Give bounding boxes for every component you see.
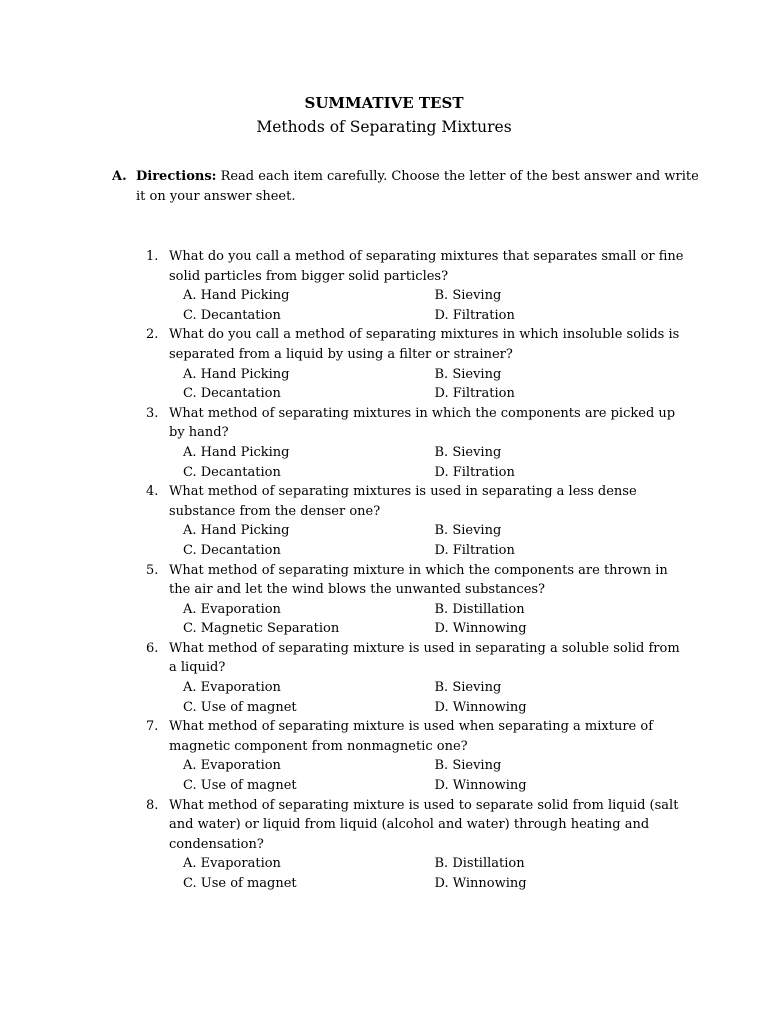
answer-choice: C. Decantation <box>183 464 281 480</box>
question-item <box>146 325 686 403</box>
answer-choice: B. Sieving <box>434 758 502 774</box>
answer-choices <box>183 365 686 404</box>
question-text: What method of separating mixture is used to separate solid from liquid (salt and water) or liquid from liquid (alcohol and water) through heating and condensation? <box>169 797 679 852</box>
answer-choice: C. Use of magnet <box>183 778 297 794</box>
answer-choice: D. Filtration <box>434 464 515 480</box>
answer-choice: B. Sieving <box>434 523 502 539</box>
answer-choice: A. Hand Picking <box>183 366 290 382</box>
choice-row <box>183 365 686 385</box>
answer-choice: D. Filtration <box>434 386 515 402</box>
answer-choice: A. Hand Picking <box>183 288 290 304</box>
choice-row <box>183 306 686 326</box>
answer-choice: A. Hand Picking <box>183 444 290 460</box>
question-text: What method of separating mixture in which the components are thrown in the air and let the wind blows the unwanted substances? <box>169 562 668 598</box>
choice-row <box>183 600 686 620</box>
answer-choice: B. Distillation <box>434 856 525 872</box>
question-item <box>146 247 686 325</box>
answer-choices <box>183 600 686 639</box>
page-subtitle: Methods of Separating Mixtures <box>256 118 512 136</box>
question-item <box>146 404 686 482</box>
choice-row <box>183 384 686 404</box>
question-number: 8. <box>146 797 159 813</box>
answer-choice: D. Winnowing <box>434 876 527 891</box>
choice-row <box>183 756 686 776</box>
question-text: What method of separating mixtures is used in separating a less dense substance from the denser one? <box>169 484 637 519</box>
choice-row <box>183 286 686 306</box>
answer-choice: C. Use of magnet <box>183 876 297 891</box>
choice-row <box>183 541 686 561</box>
question-item <box>146 717 686 795</box>
question-number: 5. <box>146 562 159 578</box>
answer-choices <box>183 286 686 325</box>
answer-choice: A. Evaporation <box>183 856 281 872</box>
section-letter: A. <box>112 169 127 184</box>
answer-choice: B. Sieving <box>434 680 502 696</box>
answer-choice: A. Evaporation <box>183 601 281 617</box>
answer-choice: A. Evaporation <box>183 680 281 696</box>
answer-choice: C. Decantation <box>183 386 281 402</box>
page-title: SUMMATIVE TEST <box>304 94 464 112</box>
answer-choice: A. Evaporation <box>183 758 281 774</box>
question-text: What method of separating mixture is used in separating a soluble solid from a liquid? <box>169 640 680 676</box>
answer-choice: D. Filtration <box>434 307 515 323</box>
question-number: 6. <box>146 640 159 656</box>
question-item <box>146 639 686 717</box>
directions-text: Read each item carefully. Choose the letter of the best answer and write it on your answer sheet. <box>136 169 699 204</box>
answer-choices <box>183 854 686 893</box>
question-text: What method of separating mixture is used when separating a mixture of magnetic component from nonmagnetic one? <box>169 719 654 754</box>
question-number: 3. <box>146 405 159 421</box>
question-item <box>146 561 686 639</box>
directions-body <box>136 167 712 207</box>
choice-row <box>183 698 686 718</box>
question-text: What method of separating mixtures in which the components are picked up by hand? <box>169 405 676 441</box>
question-number: 1. <box>146 249 159 264</box>
answer-choice: B. Sieving <box>434 288 502 304</box>
answer-choice: C. Magnetic Separation <box>183 621 340 637</box>
answer-choices <box>183 521 686 560</box>
answer-choice: B. Sieving <box>434 366 502 382</box>
answer-choices <box>183 443 686 482</box>
answer-choice: D. Winnowing <box>434 778 527 794</box>
choice-row <box>183 874 686 894</box>
answer-choice: B. Distillation <box>434 601 525 617</box>
answer-choice: A. Hand Picking <box>183 523 290 539</box>
choice-row <box>183 443 686 463</box>
choice-row <box>183 776 686 796</box>
answer-choices <box>183 756 686 795</box>
question-text: What do you call a method of separating mixtures that separates small or fine solid particles from bigger solid particles? <box>169 249 684 284</box>
answer-choice: D. Winnowing <box>434 699 527 715</box>
question-item <box>146 482 686 560</box>
choice-row <box>183 678 686 698</box>
answer-choices <box>183 678 686 717</box>
choice-row <box>183 619 686 639</box>
answer-choice: C. Decantation <box>183 307 281 323</box>
answer-choice: D. Winnowing <box>434 621 527 637</box>
directions-section <box>112 167 712 207</box>
answer-choice: B. Sieving <box>434 444 502 460</box>
choice-row <box>183 521 686 541</box>
question-number: 4. <box>146 484 159 500</box>
question-text: What do you call a method of separating mixtures in which insoluble solids is separated from a liquid by using a filter or strainer? <box>169 327 680 362</box>
answer-choice: C. Decantation <box>183 542 281 558</box>
question-number: 7. <box>146 719 159 735</box>
question-number: 2. <box>146 327 159 343</box>
directions-label: Directions: <box>136 169 217 184</box>
question-list <box>146 247 686 894</box>
answer-choice: D. Filtration <box>434 542 515 558</box>
answer-choice: C. Use of magnet <box>183 699 297 715</box>
choice-row <box>183 463 686 483</box>
question-item <box>146 796 686 894</box>
choice-row <box>183 854 686 874</box>
